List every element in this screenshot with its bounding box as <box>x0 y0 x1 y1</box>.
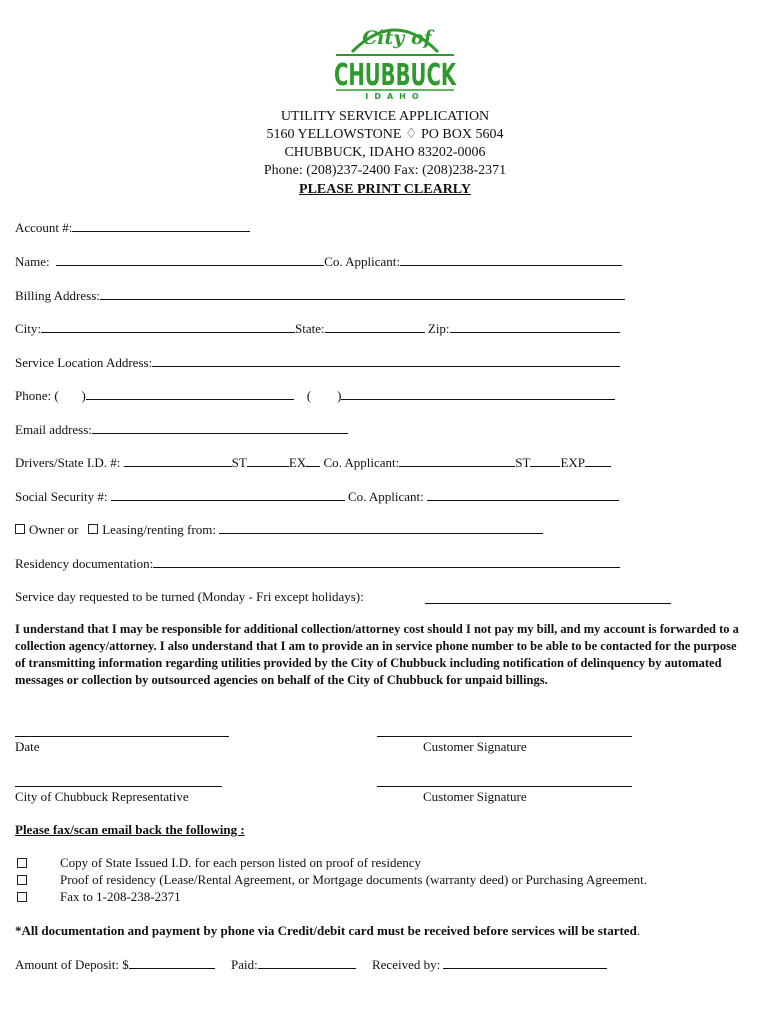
date-label: Date <box>15 739 40 754</box>
drivers-co-applicant-label: Co. Applicant: <box>323 455 400 470</box>
leasing-label: Leasing/renting from: <box>102 522 216 537</box>
name-label: Name: <box>15 254 50 269</box>
fax-item-1-text: Copy of State Issued I.D. for each person listed on proof of residency <box>60 855 422 870</box>
ssn-label: Social Security #: <box>15 489 108 504</box>
ssn-row <box>15 488 619 505</box>
service-location-field[interactable] <box>152 354 620 367</box>
fax-item-2-text: Proof of residency (Lease/Rental Agreement, or Mortgage documents (warranty deed) or Purchasing Agreement. <box>60 872 647 887</box>
header-address: 5160 YELLOWSTONE ♢ PO BOX 5604 <box>266 127 504 142</box>
owner-checkbox[interactable] <box>15 524 25 534</box>
ssn-co-applicant-label: Co. Applicant: <box>347 489 424 504</box>
name-row <box>15 253 622 270</box>
zip-field[interactable] <box>450 320 620 333</box>
phone-paren-open-2: ( <box>306 388 312 403</box>
print-clearly-heading: PLEASE PRINT CLEARLY <box>299 182 471 197</box>
email-row <box>15 421 348 438</box>
date-line[interactable] <box>15 736 229 737</box>
city-label: City: <box>15 321 42 336</box>
ex-label: EX <box>288 455 307 470</box>
phone-paren-close-1: ) <box>81 388 86 403</box>
fax-section-heading: Please fax/scan email back the following : <box>15 822 245 837</box>
phone-field-1[interactable] <box>86 387 294 400</box>
phone-label: Phone: ( <box>15 388 59 403</box>
deposit-label: Amount of Deposit: $ <box>15 957 129 972</box>
service-location-label: Service Location Address: <box>15 355 153 370</box>
co-st-label: ST <box>515 455 531 470</box>
received-by-field[interactable] <box>443 956 607 969</box>
phone-field-2[interactable] <box>341 387 615 400</box>
residency-row <box>15 555 620 572</box>
fax-item-1 <box>17 856 31 872</box>
state-field[interactable] <box>325 320 425 333</box>
paid-field[interactable] <box>258 956 356 969</box>
customer-signature-line-2[interactable] <box>377 786 632 787</box>
city-logo <box>330 14 460 100</box>
header-city: CHUBBUCK, IDAHO 83202-0006 <box>284 145 486 160</box>
deposit-field[interactable] <box>129 956 215 969</box>
leasing-checkbox[interactable] <box>88 524 98 534</box>
account-field[interactable] <box>72 219 250 232</box>
account-row <box>15 219 250 236</box>
documentation-notice <box>15 923 640 939</box>
notice-bold-text: *All documentation and payment by phone via Credit/debit card must be received before services will be started <box>15 923 637 938</box>
service-location-row <box>15 354 620 371</box>
ex-field[interactable] <box>306 454 320 467</box>
co-st-field[interactable] <box>530 454 560 467</box>
notice-end: . <box>636 923 641 938</box>
drivers-row <box>15 454 611 471</box>
logo-city-of: City of <box>362 27 432 49</box>
header-title: UTILITY SERVICE APPLICATION <box>280 109 490 124</box>
fax-item-3-checkbox[interactable] <box>17 892 27 902</box>
customer-signature-label-1: Customer Signature <box>423 739 527 754</box>
drivers-label: Drivers/State I.D. #: <box>15 455 121 470</box>
residency-doc-field[interactable] <box>153 555 620 568</box>
disclaimer-text: I understand that I may be responsible for additional collection/attorney cost should I not pay my bill, and my account is forwarded to a collection agency/attorney. I also understand that I am to provide an in service phone number to be able to be contacted for the purpose of transmitting information regarding utilities provided by the City of Chubbuck including notification of delinquency by automated messages or collection by outsourced agencies on behalf of the City of Chubbuck for unpaid billings. <box>15 622 739 687</box>
zip-label: Zip: <box>427 321 450 336</box>
st-label: ST <box>231 455 247 470</box>
email-field[interactable] <box>92 421 348 434</box>
residency-doc-label: Residency documentation: <box>15 556 154 571</box>
billing-address-label: Billing Address: <box>15 288 100 303</box>
header-phone: Phone: (208)237-2400 Fax: (208)238-2371 <box>263 163 507 178</box>
drivers-field[interactable] <box>124 454 232 467</box>
account-label: Account #: <box>15 220 73 235</box>
co-ssn-field[interactable] <box>427 488 619 501</box>
received-by-label: Received by: <box>371 957 441 972</box>
city-row <box>15 320 620 337</box>
fax-item-3-text: Fax to 1-208-238-2371 <box>60 889 181 904</box>
state-label: State: <box>295 321 325 336</box>
co-applicant-label: Co. Applicant: <box>324 254 400 269</box>
fax-item-1-checkbox[interactable] <box>17 858 27 868</box>
phone-row <box>15 387 615 404</box>
owner-label: Owner or <box>29 522 79 537</box>
st-field[interactable] <box>247 454 289 467</box>
representative-label: City of Chubbuck Representative <box>15 789 189 804</box>
service-day-row <box>15 589 364 605</box>
logo-chubbuck: CHUBBUCK <box>334 58 458 93</box>
paid-label: Paid: <box>231 957 258 972</box>
customer-signature-line-1[interactable] <box>377 736 632 737</box>
service-day-label: Service day requested to be turned (Monday - Fri except holidays): <box>15 589 364 604</box>
exp-field[interactable] <box>585 454 611 467</box>
co-drivers-field[interactable] <box>399 454 515 467</box>
customer-signature-label-2: Customer Signature <box>423 789 527 804</box>
billing-address-field[interactable] <box>100 287 625 300</box>
fax-item-2-checkbox[interactable] <box>17 875 27 885</box>
name-field[interactable] <box>56 253 324 266</box>
city-field[interactable] <box>41 320 295 333</box>
service-day-field[interactable] <box>425 591 671 604</box>
representative-line[interactable] <box>15 786 222 787</box>
phone-paren-close-2: ) <box>337 388 342 403</box>
co-applicant-field[interactable] <box>400 253 622 266</box>
fax-item-2 <box>17 873 31 889</box>
owner-row <box>15 521 543 538</box>
footer-row <box>15 956 607 973</box>
exp-label: EXP <box>560 455 586 470</box>
leasing-field[interactable] <box>219 521 543 534</box>
fax-item-3 <box>17 890 31 906</box>
logo-idaho: IDAHO <box>365 92 425 101</box>
billing-row <box>15 287 625 304</box>
email-label: Email address: <box>15 422 92 437</box>
ssn-field[interactable] <box>111 488 345 501</box>
